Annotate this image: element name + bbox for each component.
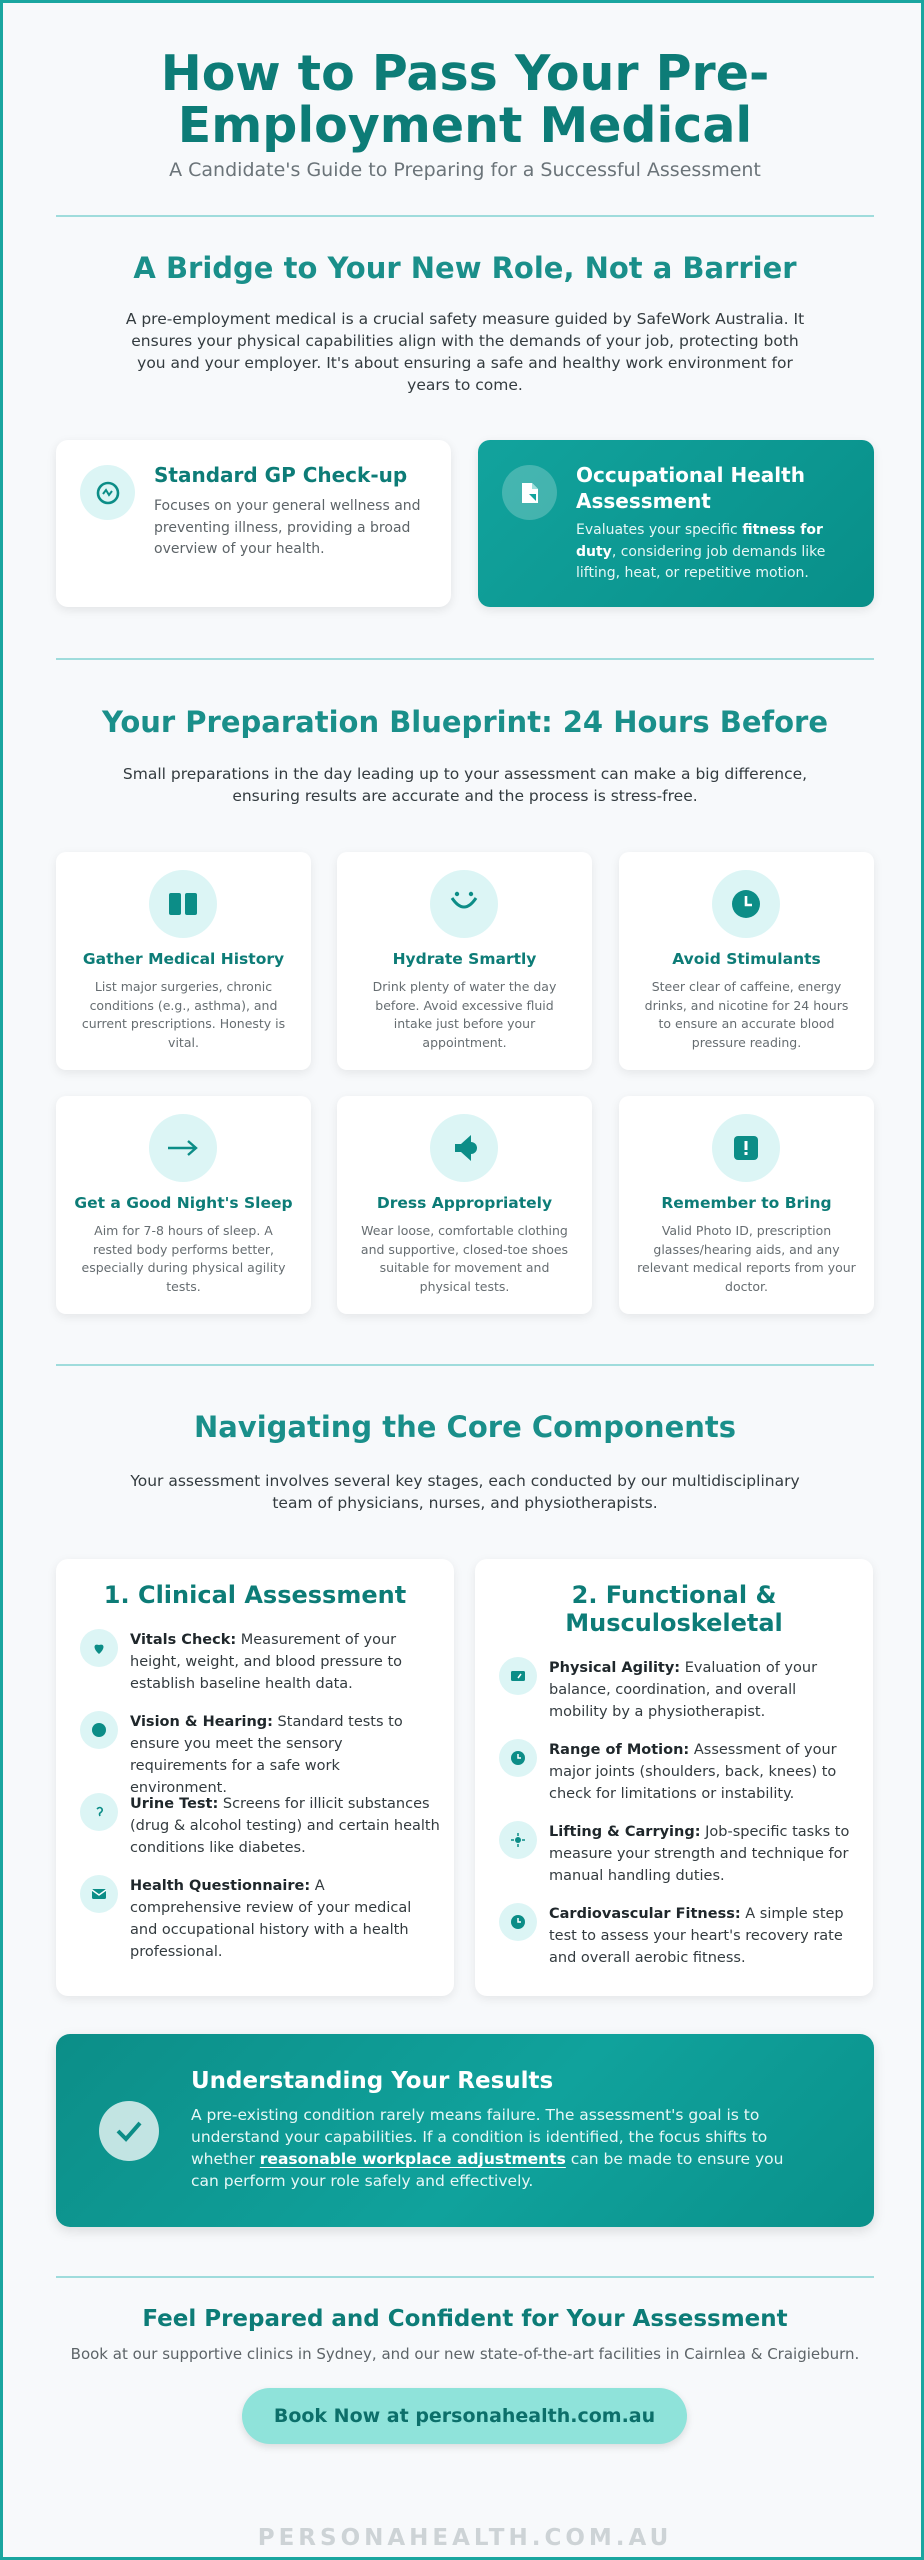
occupational-health-text: Evaluates your specific fitness for duty, considering job demands like lifting, heat, or repetitive motion. xyxy=(576,522,826,581)
workplace-adjustments-link[interactable]: reasonable workplace adjustments xyxy=(259,2150,566,2168)
ear-icon xyxy=(80,1793,118,1831)
tip-title: Remember to Bring xyxy=(661,1194,832,1212)
tip-text: Aim for 7-8 hours of sleep. A rested body performs better, especially during physical agility tests. xyxy=(81,1223,286,1294)
divider xyxy=(56,1364,874,1366)
blueprint-text: Small preparations in the day leading up to your assessment can make a big difference, ensuring results are accurate and the process is stress-free. xyxy=(122,765,808,805)
bridge-text: A pre-employment medical is a crucial safety measure guided by SafeWork Australia. It ensures your physical capabilities align with the demands of your job, protecting both you and your employer. It's about ensuring a safe and healthy work environment for years to come. xyxy=(125,310,805,394)
blueprint-title: Your Preparation Blueprint: 24 Hours Before xyxy=(102,705,828,739)
footer-brand: PERSONAHEALTH.COM.AU xyxy=(257,2525,673,2551)
tip-text: Drink plenty of water the day before. Avoid excessive fluid intake just before your appointment. xyxy=(372,979,557,1050)
results-text: A pre-existing condition rarely means failure. The assessment's goal is to understand your capabilities. If a condition is identified, the focus shifts to whether reasonable workplace adjustments can be made to ensure you can perform your role safely and effectively. xyxy=(191,2106,784,2190)
tip-card xyxy=(337,1096,592,1314)
occupational-health-title: Occupational Health Assessment xyxy=(576,463,805,513)
clipboard-icon xyxy=(80,1875,118,1913)
occupational-health-card xyxy=(478,440,874,607)
results-banner xyxy=(56,2034,874,2227)
tip-card xyxy=(56,1096,311,1314)
divider xyxy=(56,2276,874,2278)
components-text: Your assessment involves several key stages, each conducted by our multidisciplinary team of physicians, nurses, and physiotherapists. xyxy=(130,1472,800,1512)
motion-icon xyxy=(499,1739,537,1777)
water-drop-icon xyxy=(430,870,498,938)
cardio-icon xyxy=(499,1903,537,1941)
clinical-assessment-title: 1. Clinical Assessment xyxy=(103,1581,407,1609)
clock-icon xyxy=(712,870,780,938)
tip-card xyxy=(619,852,874,1070)
page-title: How to Pass Your Pre- Employment Medical xyxy=(160,45,770,154)
tip-text: List major surgeries, chronic conditions (e.g., asthma), and current prescriptions. Honesty is vital. xyxy=(81,979,286,1050)
gp-checkup-title: Standard GP Check-up xyxy=(154,463,408,487)
tip-text: Valid Photo ID, prescription glasses/hearing aids, and any relevant medical reports from your doctor. xyxy=(637,1223,856,1294)
divider xyxy=(56,658,874,660)
agility-icon xyxy=(499,1657,537,1695)
tip-title: Hydrate Smartly xyxy=(392,950,537,968)
gp-checkup-card xyxy=(56,440,451,607)
alert-icon xyxy=(712,1114,780,1182)
functional-musculoskeletal-title: 2. Functional & Musculoskeletal xyxy=(565,1581,783,1637)
functional-musculoskeletal-card: 2. Functional & Musculoskeletal Physical Agility: Evaluation of your balance, coordination, and overall mobility by a physiotherapist. Range of Motion: Assessment of your major joints (shoulders, back, knees) to check for limitations or instability. Lifting & Carrying: Job-specific tasks to measure your strength and technique for manual handling duties. Cardiovascular Fitness: A simple step test to assess your heart's recovery rate and overall aerobic fitness. xyxy=(475,1559,873,1996)
tip-title: Get a Good Night's Sleep xyxy=(74,1194,293,1212)
lifting-icon xyxy=(499,1821,537,1859)
components-title: Navigating the Core Components xyxy=(193,1410,737,1444)
book-now-button[interactable]: Book Now at personahealth.com.au xyxy=(242,2388,687,2444)
book-icon xyxy=(149,870,217,938)
tip-card xyxy=(56,852,311,1070)
tip-title: Dress Appropriately xyxy=(376,1194,553,1212)
arrow-right-icon xyxy=(149,1114,217,1182)
eye-icon xyxy=(80,1711,118,1749)
tip-text: Steer clear of caffeine, energy drinks, and nicotine for 24 hours to ensure an accurate blood pressure reading. xyxy=(644,979,849,1050)
divider xyxy=(56,215,874,217)
page-subtitle: A Candidate's Guide to Preparing for a Successful Assessment xyxy=(169,159,761,181)
checkmark-icon xyxy=(99,2101,159,2161)
tip-text: Wear loose, comfortable clothing and supportive, closed-toe shoes suitable for movement and physical tests. xyxy=(360,1223,569,1294)
bridge-title: A Bridge to Your New Role, Not a Barrier xyxy=(133,251,797,285)
cta-title: Feel Prepared and Confident for Your Assessment xyxy=(142,2306,788,2332)
results-title: Understanding Your Results xyxy=(191,2068,554,2094)
tip-title: Gather Medical History xyxy=(82,950,285,968)
tip-title: Avoid Stimulants xyxy=(672,950,821,968)
document-icon xyxy=(502,465,557,520)
stethoscope-icon xyxy=(80,465,135,520)
clinical-assessment-card: 1. Clinical Assessment Vitals Check: Measurement of your height, weight, and blood pressure to establish baseline health data. Vision & Hearing: Standard tests to ensure you meet the sensory requirements for a safe work environment. Urine Test: Screens for illicit substances (drug & alcohol testing) and certain health conditions like diabetes. Health Questionnaire: A comprehensive review of your medical and occupational history with a health professional. xyxy=(56,1559,454,1996)
heart-icon xyxy=(80,1629,118,1667)
shirt-icon xyxy=(430,1114,498,1182)
tip-card xyxy=(619,1096,874,1314)
gp-checkup-text: Focuses on your general wellness and preventing illness, providing a broad overview of your health. xyxy=(154,498,421,557)
cta-text: Book at our supportive clinics in Sydney, and our new state-of-the-art facilities in Cairnlea & Craigieburn. xyxy=(70,2345,860,2363)
tip-card xyxy=(337,852,592,1070)
